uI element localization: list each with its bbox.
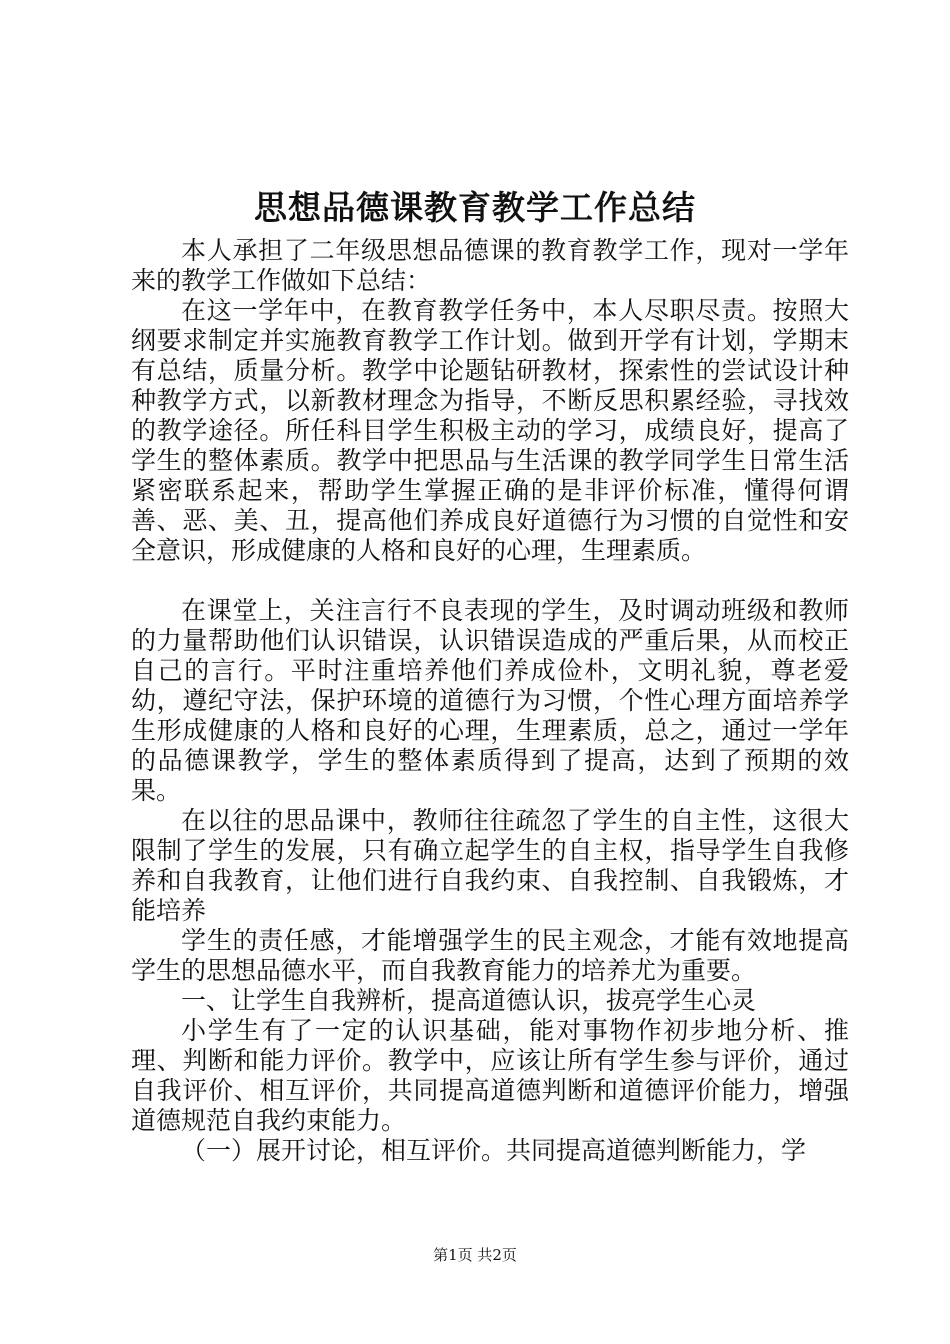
document-body: [131, 236, 849, 1166]
document-title: 思想品德课教育教学工作总结: [254, 188, 696, 227]
paragraph-duties: 在这一学年中，在教育教学任务中，本人尽职尽责。按照大纲要求制定并实施教育教学工作计划。做到开学有计划，学期末有总结，质量分析。教学中论题钻研教材，探索性的尝试设计种种教学方式，以新教材理念为指导，不断反思积累经验，寻找效的教学途径。所任科目学生积极主动的学习，成绩良好，提高了学生的整体素质。教学中把思品与生活课的教学同学生日常生活紧密联系起来，帮助学生掌握正确的是非评价标准，懂得何谓善、恶、美、丑，提高他们养成良好道德行为习惯的自觉性和安全意识，形成健康的人格和良好的心理，生理素质。: [131, 296, 849, 565]
paragraph-evaluation: 小学生有了一定的认识基础，能对事物作初步地分析、推理、判断和能力评价。教学中，应该让所有学生参与评价，通过自我评价、相互评价，共同提高道德判断和道德评价能力，增强道德规范自我约束能力。: [131, 1016, 849, 1135]
section-heading-1: 一、让学生自我辨析，提高道德认识，拔亮学生心灵: [181, 986, 757, 1015]
subsection-heading-1: （一）展开讨论，相互评价。共同提高道德判断能力，学: [181, 1136, 807, 1165]
paragraph-intro: 本人承担了二年级思想品德课的教育教学工作，现对一学年来的教学工作做如下总结：: [131, 236, 849, 295]
paragraph-responsibility: 学生的责任感，才能增强学生的民主观念，才能有效地提高学生的思想品德水平，而自我教育能力的培养尤为重要。: [131, 926, 849, 985]
paragraph-autonomy: 在以往的思品课中，教师往往疏忽了学生的自主性，这很大限制了学生的发展，只有确立起学生的自主权，指导学生自我修养和自我教育，让他们进行自我约束、自我控制、自我锻炼，才能培养: [131, 806, 849, 925]
paragraph-classroom: 在课堂上，关注言行不良表现的学生，及时调动班级和教师的力量帮助他们认识错误，认识错误造成的严重后果，从而校正自己的言行。平时注重培养他们养成俭朴，文明礼貌，尊老爱幼，遵纪守法，保护环境的道德行为习惯，个性心理方面培养学生形成健康的人格和良好的心理，生理素质，总之，通过一学年的品德课教学，学生的整体素质得到了提高，达到了预期的效果。: [131, 596, 849, 805]
page-footer: 第1页 共2页: [433, 1246, 517, 1264]
